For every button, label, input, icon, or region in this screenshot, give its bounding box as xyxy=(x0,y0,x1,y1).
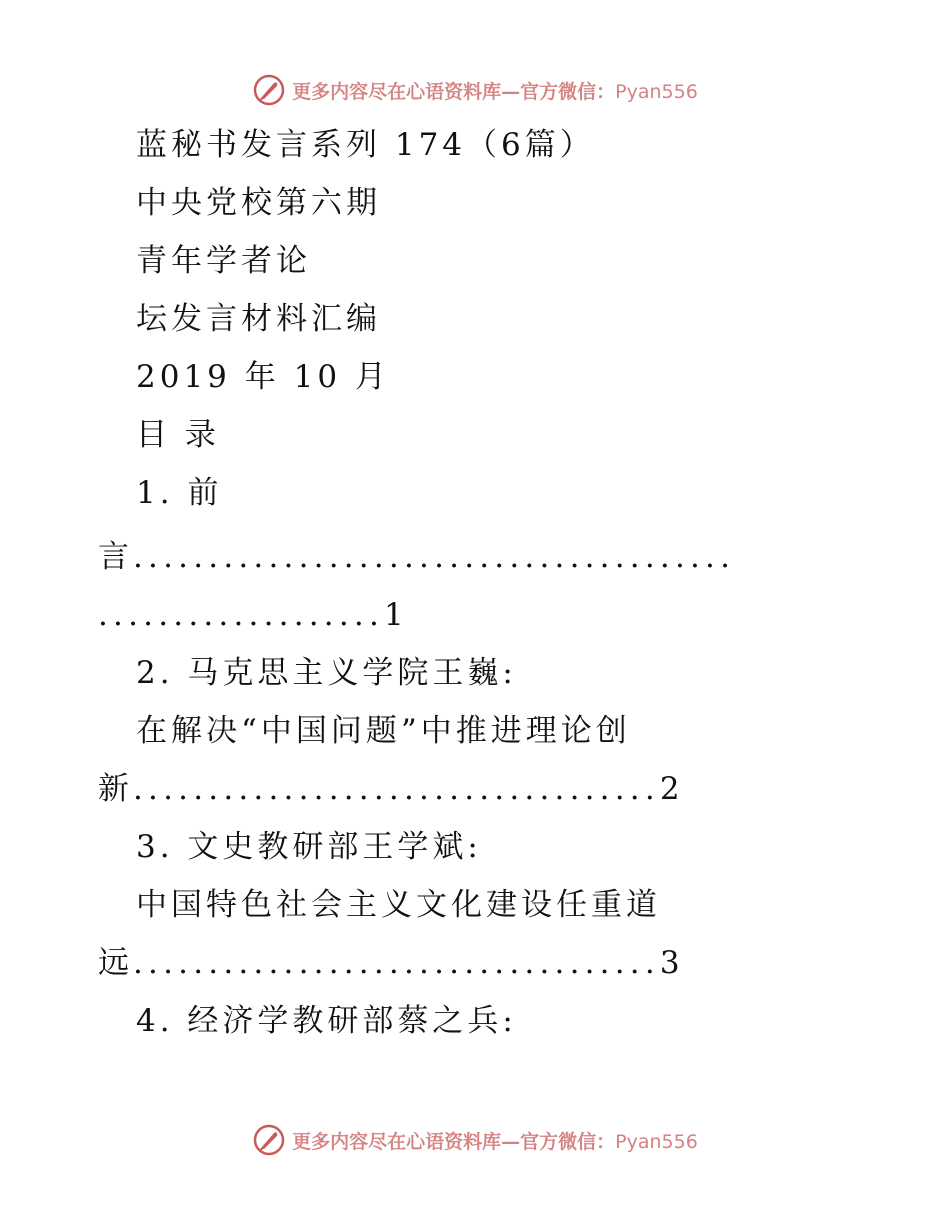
toc-dot-leader: ................... xyxy=(98,597,385,633)
document-subtitle-1: 中央党校第六期 xyxy=(136,185,381,221)
toc-entry-2-heading: 2. 马克思主义学院王巍: xyxy=(136,655,517,691)
document-title: 蓝秘书发言系列 174（6篇） xyxy=(136,127,595,163)
quill-logo-icon xyxy=(252,1123,286,1157)
toc-entry-1-leader-cont xyxy=(98,590,408,640)
toc-entry-2-title: 在解决“中国问题”中推进理论创 xyxy=(136,713,631,749)
toc-entry-2-title-end: 新 xyxy=(98,771,133,807)
watermark-content xyxy=(252,1123,698,1157)
toc-entry-1-title-end: 言 xyxy=(98,539,133,575)
watermark-banner-top xyxy=(0,70,950,110)
watermark-text: 更多内容尽在心语资料库—官方微信：Pyan556 xyxy=(292,1130,698,1153)
toc-entry-3-leader xyxy=(98,938,684,988)
toc-entry-2-leader xyxy=(98,764,684,814)
toc-entry-3-title: 中国特色社会主义文化建设任重道 xyxy=(136,887,661,923)
toc-entry-1-page: 1 xyxy=(384,597,408,633)
toc-entry-4-heading: 4. 经济学教研部蔡之兵: xyxy=(136,1003,517,1039)
toc-entry-3-title-end: 远 xyxy=(98,945,133,981)
watermark-content xyxy=(252,73,698,107)
toc-entry-3-heading: 3. 文史教研部王学斌: xyxy=(136,829,482,865)
document-date: 2019 年 10 月 xyxy=(136,359,390,395)
toc-entry-1-heading xyxy=(136,468,222,518)
toc-entry-2-page: 2 xyxy=(659,771,684,807)
toc-entry-1-leader xyxy=(98,532,735,582)
toc-entry-3-page: 3 xyxy=(659,945,684,981)
toc-dot-leader: ................................... xyxy=(133,771,660,807)
watermark-text: 更多内容尽在心语资料库—官方微信：Pyan556 xyxy=(292,80,698,103)
toc-dot-leader: ................................... xyxy=(133,945,660,981)
document-subtitle-3: 坛发言材料汇编 xyxy=(136,301,381,337)
toc-heading: 目 录 xyxy=(136,417,220,453)
toc-entry-1-number: 1. xyxy=(136,475,174,511)
toc-entry-1-heading-text: 前 xyxy=(187,475,223,511)
watermark-banner-bottom xyxy=(0,1120,950,1160)
toc-dot-leader: ........................................ xyxy=(133,539,736,575)
document-subtitle-2: 青年学者论 xyxy=(136,243,311,279)
quill-logo-icon xyxy=(252,73,286,107)
wechat-id: Pyan556 xyxy=(615,1130,698,1153)
wechat-id: Pyan556 xyxy=(615,80,698,103)
